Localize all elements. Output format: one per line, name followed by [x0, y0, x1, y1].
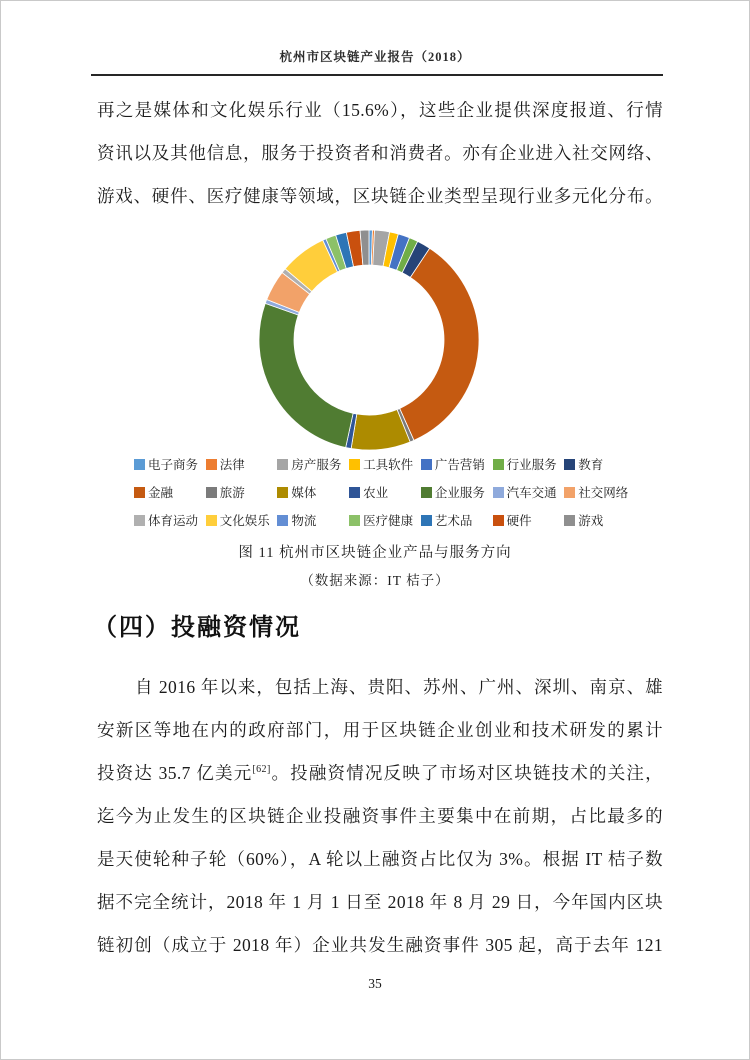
legend-item: [206, 511, 278, 529]
legend-label: 医疗健康: [363, 514, 414, 528]
body-text-line: 据不完全统计，2018 年 1 月 1 日至 2018 年 8 月 29 日，今年国内区块: [97, 892, 663, 912]
legend-item: [349, 455, 421, 473]
legend-label: 物流: [291, 514, 317, 528]
legend-item: [277, 483, 349, 501]
legend-label: 文化娱乐: [219, 514, 270, 528]
legend-label: 游戏: [578, 514, 604, 528]
section-heading: （四）投融资情况: [93, 614, 301, 641]
page-number: 35: [368, 976, 382, 991]
legend-item: [421, 511, 493, 529]
footnote-reference: [62]: [252, 764, 271, 776]
legend-label: 艺术品: [434, 514, 473, 528]
donut-chart: [239, 220, 499, 460]
legend-swatch-icon: [493, 459, 504, 470]
legend-label: 金融: [148, 486, 174, 500]
legend-swatch-icon: [349, 515, 360, 526]
body-text-line: 游戏、硬件、医疗健康等领域，区块链企业类型呈现行业多元化分布。: [97, 186, 663, 206]
legend-label: 电子商务: [148, 458, 199, 472]
legend-item: [134, 483, 206, 501]
legend-item: [493, 455, 565, 473]
legend-label: 企业服务: [434, 486, 485, 500]
legend-item: [206, 483, 278, 501]
legend-label: 行业服务: [506, 458, 557, 472]
body-text-line: 再之是媒体和文化娱乐行业（15.6%），这些企业提供深度报道、行情: [97, 100, 663, 120]
legend-swatch-icon: [493, 487, 504, 498]
legend-swatch-icon: [134, 459, 145, 470]
legend-label: 社交网络: [578, 486, 629, 500]
body-text-line: 安新区等地在内的政府部门，用于区块链企业创业和技术研发的累计: [97, 720, 663, 740]
legend-swatch-icon: [564, 459, 575, 470]
donut-slice-企业服务: [259, 303, 353, 447]
legend-label: 旅游: [219, 486, 245, 500]
legend-swatch-icon: [134, 515, 145, 526]
legend-swatch-icon: [206, 459, 217, 470]
legend-item: [134, 455, 206, 473]
paragraph-1: [97, 89, 663, 218]
legend-swatch-icon: [421, 515, 432, 526]
legend-item: [206, 455, 278, 473]
legend-item: [134, 511, 206, 529]
paragraph-2: [97, 666, 663, 967]
legend-label: 法律: [219, 458, 245, 472]
legend-item: [421, 483, 493, 501]
legend-swatch-icon: [421, 459, 432, 470]
header-rule: [91, 74, 663, 76]
body-text-line: 迄今为止发生的区块链企业投融资事件主要集中在前期，占比最多的: [97, 806, 663, 826]
body-text-line: 自 2016 年以来，包括上海、贵阳、苏州、广州、深圳、南京、雄: [135, 677, 663, 697]
legend-swatch-icon: [349, 459, 360, 470]
legend-item: [349, 483, 421, 501]
body-text-line: 链初创（成立于 2018 年）企业共发生融资事件 305 起，高于去年 121: [97, 935, 663, 955]
legend-label: 农业: [363, 486, 389, 500]
legend-label: 媒体: [291, 486, 317, 500]
legend-label: 硬件: [506, 514, 532, 528]
legend-item: [493, 483, 565, 501]
body-text-line: 资讯以及其他信息，服务于投资者和消费者。亦有企业进入社交网络、: [97, 143, 663, 163]
chart-legend: [134, 450, 636, 534]
legend-item: [421, 455, 493, 473]
legend-swatch-icon: [206, 515, 217, 526]
donut-slice-金融: [400, 248, 479, 440]
legend-swatch-icon: [493, 515, 504, 526]
legend-item: [277, 455, 349, 473]
figure-source-note: （数据来源：IT 桔子）: [300, 573, 450, 588]
legend-label: 广告营销: [434, 458, 485, 472]
legend-swatch-icon: [277, 487, 288, 498]
legend-swatch-icon: [206, 487, 217, 498]
legend-swatch-icon: [564, 487, 575, 498]
legend-label: 房产服务: [291, 458, 342, 472]
legend-label: 汽车交通: [506, 486, 557, 500]
legend-swatch-icon: [277, 515, 288, 526]
legend-item: [564, 511, 636, 529]
legend-label: 工具软件: [363, 458, 414, 472]
body-text-line: 投资达 35.7 亿美元[62]。投融资情况反映了市场对区块链技术的关注，: [97, 763, 663, 783]
legend-swatch-icon: [134, 487, 145, 498]
legend-label: 教育: [578, 458, 604, 472]
figure-caption: 图 11 杭州市区块链企业产品与服务方向: [238, 545, 512, 561]
legend-swatch-icon: [564, 515, 575, 526]
legend-label: 体育运动: [148, 514, 199, 528]
legend-item: [493, 511, 565, 529]
legend-item: [564, 483, 636, 501]
legend-swatch-icon: [421, 487, 432, 498]
legend-item: [277, 511, 349, 529]
legend-item: [564, 455, 636, 473]
legend-item: [349, 511, 421, 529]
legend-swatch-icon: [277, 459, 288, 470]
body-text-line: 是天使轮种子轮（60%），A 轮以上融资占比仅为 3%。根据 IT 桔子数: [97, 849, 663, 869]
legend-swatch-icon: [349, 487, 360, 498]
header-title: 杭州市区块链产业报告（2018）: [279, 50, 471, 64]
